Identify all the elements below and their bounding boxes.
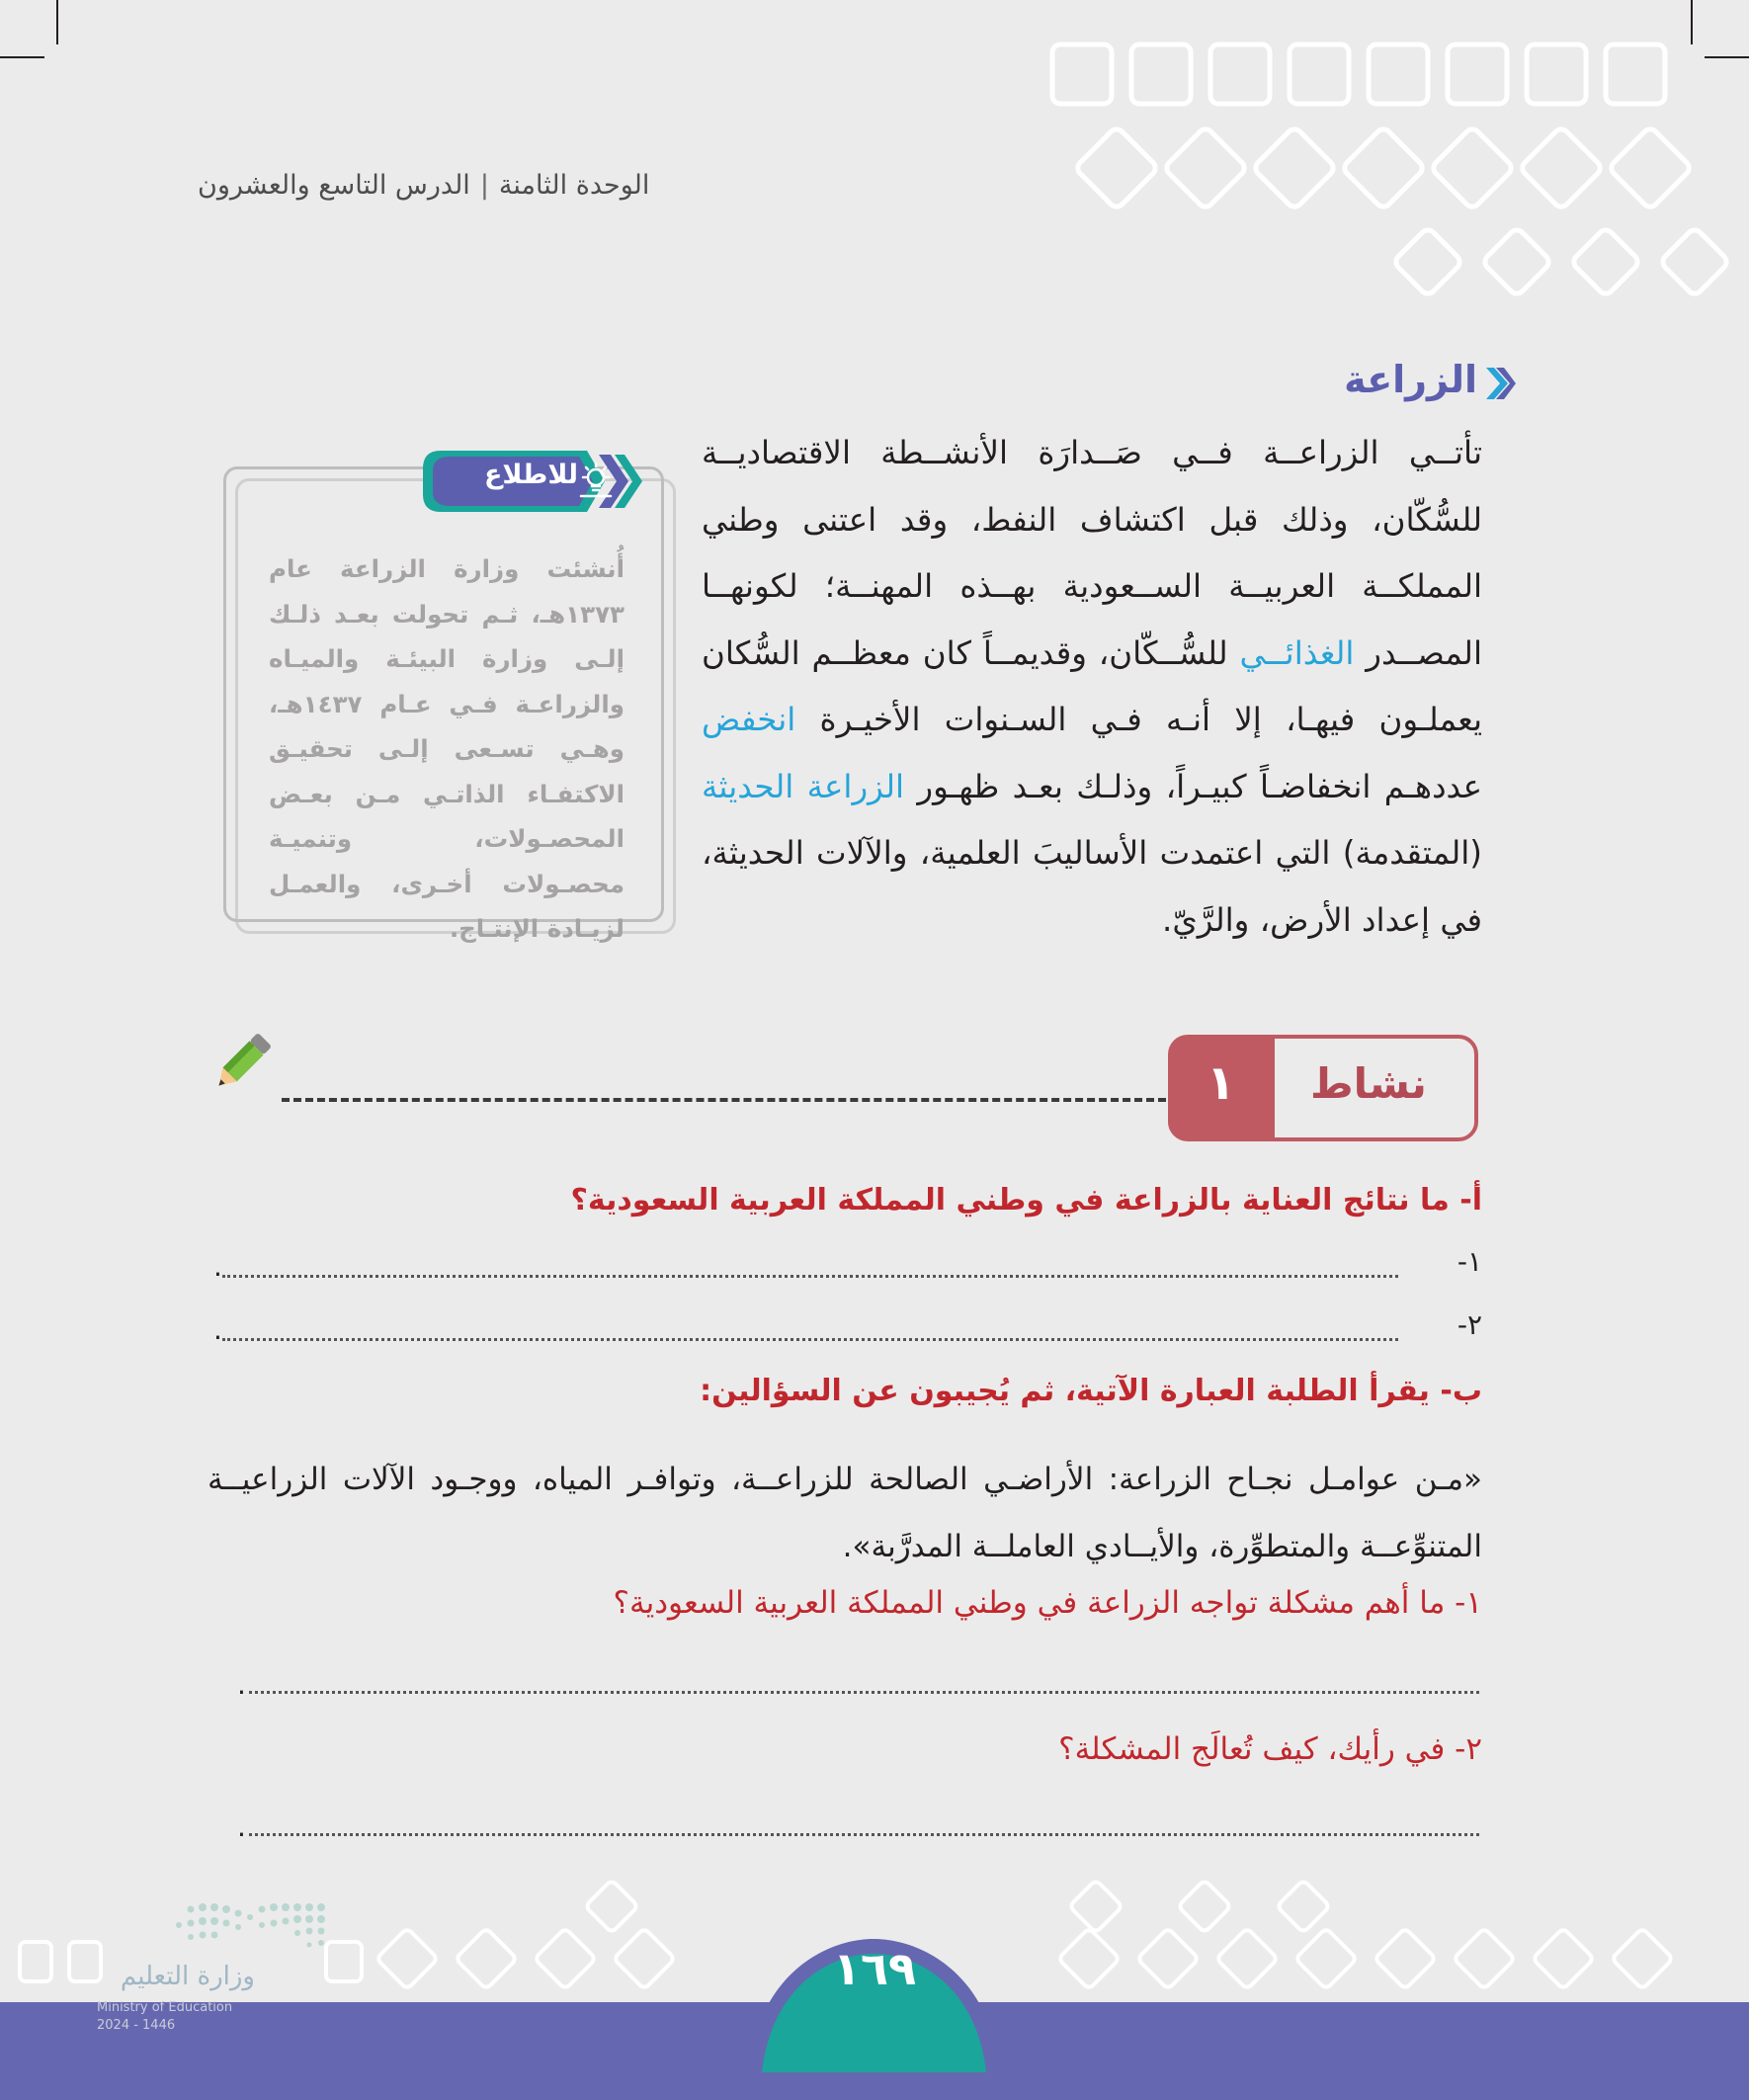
- running-header: [198, 170, 731, 201]
- paragraph-text: (المتقدمة) التي اعتمدت الأساليبَ العلمية، والآلات الحديثة، في إعداد الأرض، والرَّيّ.: [702, 834, 1482, 939]
- term-highlight: انخفض: [702, 701, 796, 738]
- paragraph-text: تأتــي الزراعــة فــي صَــدارَة الأنشــطة الاقتصاديــة للسُّكّان، وذلك قبل اكتشاف النفط، وقد اعتنى وطني المملكــة العربيــة الســعودية بهــذه المهنــة؛ لكونهــا المصــدر: [702, 434, 1482, 672]
- answer-1-line[interactable]: [222, 1275, 1398, 1278]
- sub-answer-2-line[interactable]: [249, 1833, 1479, 1836]
- question-b: ب- يقرأ الطلبة العبارة الآتية، ثم يُجيبون عن السؤالين:: [700, 1374, 1482, 1408]
- paragraph-text: للسُّــكّان، وقديمــاً كان معظــم السُّكان يعملـون فيهـا، إلا أنـه فـي السـنوات الأخيـرة: [702, 633, 1482, 738]
- sidebar-tag-label: للاطلاع: [483, 460, 578, 490]
- crop-mark: [0, 56, 44, 58]
- activity-number: ١: [1206, 1055, 1236, 1111]
- sub-question-1: ١- ما أهم مشكلة تواجه الزراعة في وطني المملكة العربية السعودية؟: [613, 1585, 1482, 1621]
- answer-2-prefix: ٢-: [1457, 1308, 1482, 1341]
- unit-label: الوحدة الثامنة: [498, 170, 650, 201]
- paragraph-text: عددهـم انخفاضـاً كبيـراً، وذلـك بعـد ظهـور: [904, 767, 1482, 805]
- lesson-label: الدرس التاسع والعشرون: [198, 170, 470, 201]
- question-a: أ- ما نتائج العناية بالزراعة في وطني المملكة العربية السعودية؟: [570, 1183, 1482, 1218]
- section-title: الزراعة: [1344, 358, 1477, 401]
- title-arrow-icon: [1484, 366, 1518, 401]
- ministry-name-en: Ministry of Education: [97, 2000, 233, 2015]
- answer-2-end: .: [213, 1313, 222, 1346]
- sub-answer-1-end: .: [237, 1668, 246, 1701]
- crop-mark: [1705, 56, 1749, 58]
- sub-answer-2-end: .: [237, 1810, 246, 1843]
- term-highlight: الزراعة الحديثة: [702, 767, 905, 805]
- ministry-name: وزارة التعليم: [120, 1962, 255, 1991]
- page-number: ١٦٩: [832, 1942, 917, 1995]
- lightbulb-icon: [578, 461, 614, 500]
- term-highlight: الغذائــي: [1239, 633, 1355, 672]
- sub-question-2: ٢- في رأيك، كيف تُعالَج المشكلة؟: [1058, 1731, 1482, 1767]
- sidebar-text: أُنشئت وزارة الزراعة عام ١٣٧٣هـ، ثـم تحولت بعـد ذلـك إلـى وزارة البيئـة والميـاه والزراعـة فـي عـام ١٤٣٧هـ، وهـي تسـعى إلـى تحقيـق الاكتفـاء الذاتـي مـن بعـض المحصـولات، وتنميـة محصـولات أخـرى، والعمـل لزيـادة الإنتـاج.: [269, 554, 625, 943]
- header-separator: |: [479, 170, 489, 201]
- activity-label: نشاط: [1310, 1059, 1427, 1108]
- main-paragraph: [702, 420, 1482, 954]
- crop-mark: [1691, 0, 1693, 44]
- edition-year: 2024 - 1446: [97, 2018, 176, 2033]
- answer-2-line[interactable]: [222, 1338, 1398, 1341]
- pencil-icon: [206, 1028, 277, 1099]
- activity-dashed-line: [282, 1098, 1166, 1102]
- quote-text: «مـن عوامـل نجـاح الزراعة: الأراضـي الصالحة للزراعــة، وتوافـر المياه، ووجـود الآلات الزراعيــة المتنوِّعــة والمتطوِّرة، والأيــادي العاملــة المدرَّبة».: [208, 1462, 1482, 1564]
- sub-answer-1-line[interactable]: [249, 1691, 1479, 1694]
- answer-1-prefix: ١-: [1457, 1245, 1482, 1278]
- crop-mark: [56, 0, 58, 44]
- answer-1-end: .: [213, 1250, 222, 1283]
